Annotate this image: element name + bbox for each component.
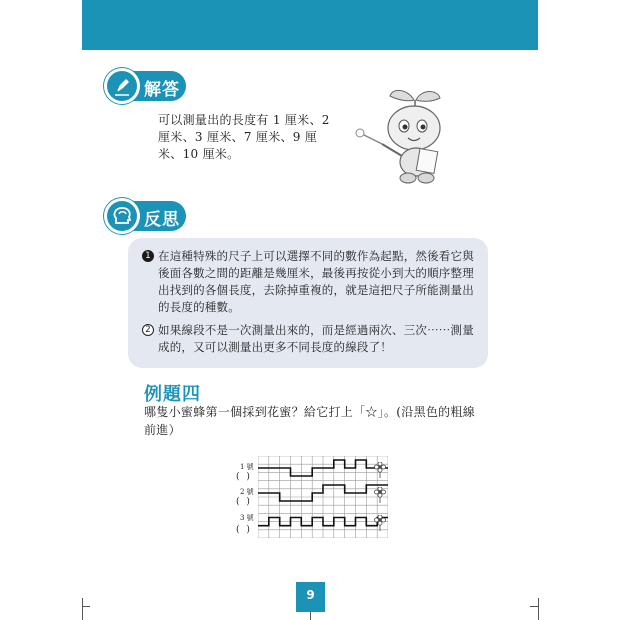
bee-label-2: 2 號 (240, 488, 254, 496)
bee-label-3: 3 號 (240, 514, 254, 522)
answer-section-title: 解答 (144, 80, 180, 100)
reflect-section-header (104, 201, 186, 231)
answer-section-header (104, 71, 186, 101)
flower-icon (373, 462, 387, 478)
example-question: 哪隻小蜜蜂第一個採到花蜜？給它打上「☆」。(沿黑色的粗線前進） (144, 405, 476, 437)
reflect-section-title: 反思 (144, 210, 180, 230)
answer-text: 可以測量出的長度有 1 厘米、2 厘米、3 厘米、7 厘米、9 厘米、10 厘米。 (158, 113, 330, 161)
reflect-item-2 (142, 322, 480, 356)
reflect-item-number: 1 (142, 250, 154, 262)
maze-grid (258, 456, 388, 538)
crop-mark-left (82, 598, 83, 620)
crop-mark-left-h (82, 606, 90, 607)
flower-icon (373, 487, 387, 503)
reflect-item-text: 如果線段不是一次測量出來的，而是經過兩次、三次⋯⋯測量成的，又可以測量出更多不同長度的線段了！ (158, 323, 474, 354)
reflect-item-1 (142, 248, 480, 316)
page-number-box (296, 582, 325, 612)
pen-icon (104, 68, 140, 104)
head-thinking-icon (104, 198, 140, 234)
crop-mark-right-h (530, 606, 538, 607)
crop-mark-right (538, 598, 539, 620)
page-header-band (82, 0, 538, 50)
mascot-illustration (352, 82, 462, 196)
bee-label-1: 1 號 (240, 463, 254, 471)
reflect-item-number: 2 (142, 324, 154, 336)
flower-icon (373, 515, 387, 531)
example-title: 例題四 (144, 384, 201, 405)
reflect-item-text: 在這種特殊的尺子上可以選擇不同的數作為起點，然後看它與後面各數之間的距離是幾厘米，最後再按從小到大的順序整理出找到的各個長度，去除掉重複的，就是這把尺子所能測量出的長度的種數。 (158, 249, 474, 314)
answer-blank-2: ( ) (236, 497, 252, 507)
answer-blank-1: ( ) (236, 472, 252, 482)
answer-blank-3: ( ) (236, 525, 252, 535)
crop-mark-center (310, 612, 311, 620)
page-number: 9 (306, 588, 315, 602)
reflect-box (128, 238, 488, 368)
